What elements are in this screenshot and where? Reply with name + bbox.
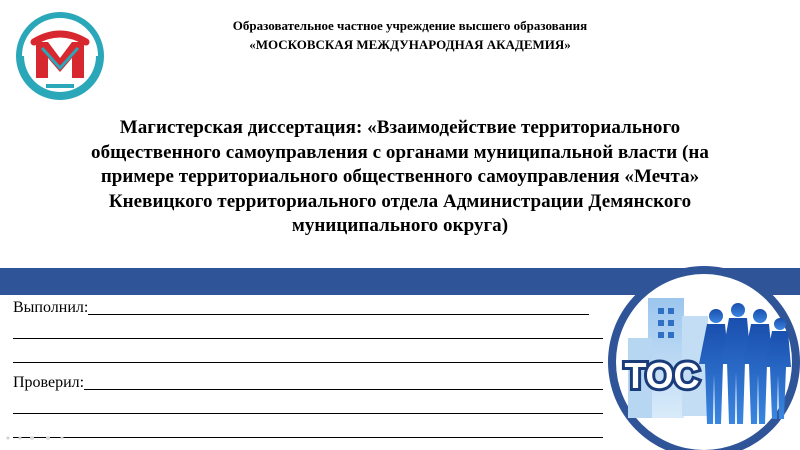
blank-line (13, 395, 603, 416)
title-line: Магистерская диссертация: «Взаимодействие территориального (119, 117, 681, 138)
signature-rule (88, 314, 589, 315)
signature-section (13, 296, 603, 440)
signature-rule (13, 362, 603, 363)
signature-rule (13, 338, 603, 339)
signature-rule (13, 437, 603, 438)
title-line: общественного самоуправления с органами муниципальной власти (на (91, 141, 709, 163)
title-line: примере территориального общественного самоуправления «Мечта» (100, 166, 700, 187)
blank-line (13, 344, 603, 365)
blank-line (13, 320, 603, 341)
checked-by-line (13, 371, 603, 392)
blank-line (13, 419, 603, 440)
organization-type: Образовательное частное учреждение высшего образования (232, 18, 588, 33)
tos-emblem-icon (604, 258, 800, 450)
tos-text: ТОС (624, 355, 700, 396)
academy-logo-icon (12, 8, 108, 104)
organization-header (130, 16, 690, 54)
performed-by-label: Выполнил: (13, 299, 89, 316)
checked-by-label: Проверил: (13, 374, 85, 391)
thesis-title (10, 116, 790, 239)
performed-by-line (13, 296, 589, 317)
signature-rule (13, 413, 603, 414)
organization-name: «МОСКОВСКАЯ МЕЖДУНАРОДНАЯ АКАДЕМИЯ» (249, 37, 571, 52)
decorative-dots-icon (4, 433, 74, 443)
signature-rule (84, 389, 603, 390)
title-line: Кневицкого территориального отдела Администрации Демянского (108, 190, 692, 212)
title-line: муниципального округа) (291, 215, 509, 236)
